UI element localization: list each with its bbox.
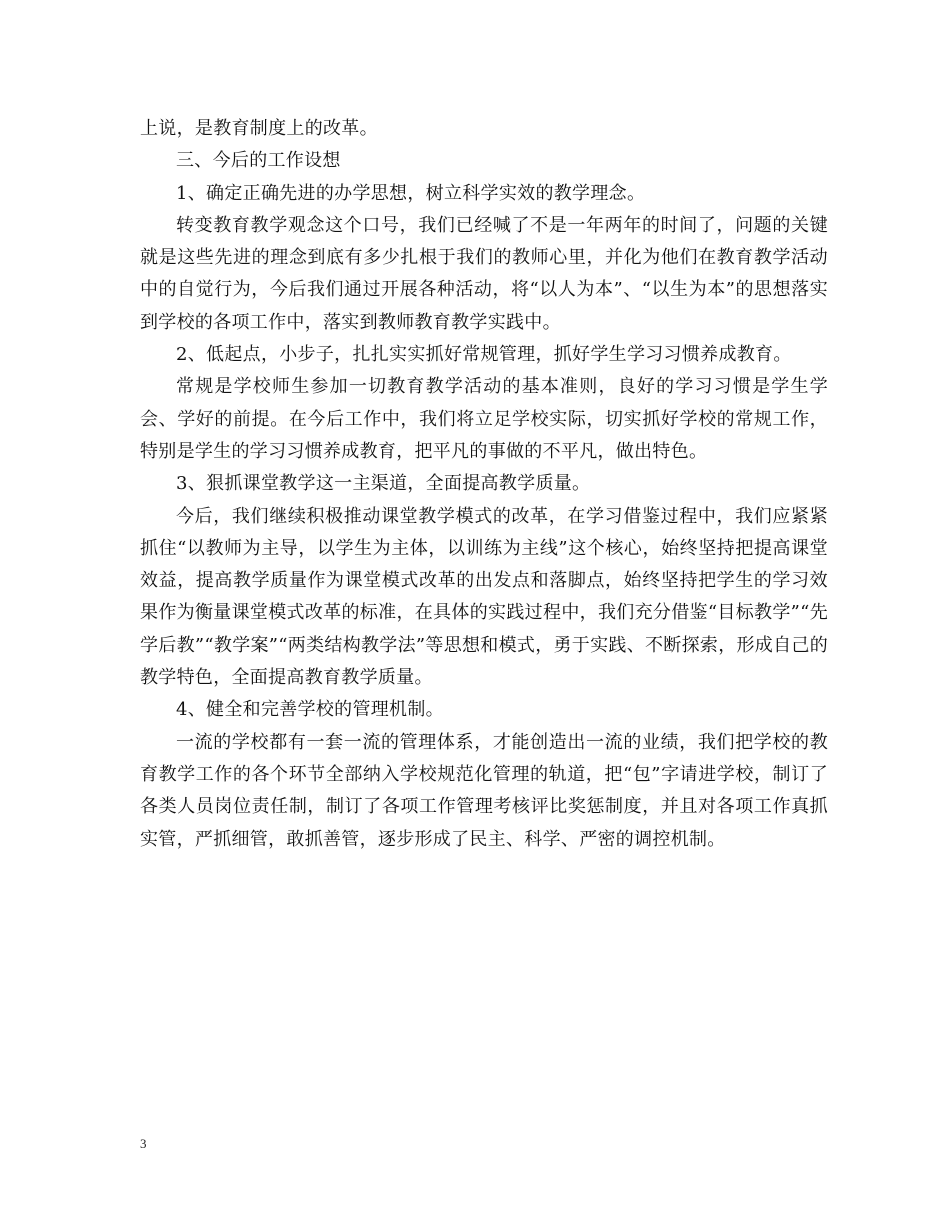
paragraph-1: 转变教育教学观念这个口号，我们已经喊了不是一年两年的时间了，问题的关键就是这些先进的理念到底有多少扎根于我们的教师心里，并化为他们在教育教学活动中的自觉行为，今后我们通过开展各种活动，将“以人为本”、“以生为本”的思想落实到学校的各项工作中，落实到教师教育教学实践中。 <box>140 214 828 333</box>
subheading-2: 2、低起点，小步子，扎扎实实抓好常规管理，抓好学生学习习惯养成教育。 <box>176 344 792 366</box>
subheading-4: 4、健全和完善学校的管理机制。 <box>176 699 444 721</box>
subheading-1: 1、确定正确先进的办学思想，树立科学实效的教学理念。 <box>176 182 646 204</box>
paragraph-2: 常规是学校师生参加一切教育教学活动的基本准则，良好的学习习惯是学生学会、学好的前提。在今后工作中，我们将立足学校实际，切实抓好学校的常规工作，特别是学生的学习习惯养成教育，把平凡的事做的不平凡，做出特色。 <box>140 376 828 462</box>
section-heading-future-plans: 三、今后的工作设想 <box>176 150 341 172</box>
paragraph-4: 一流的学校都有一套一流的管理体系，才能创造出一流的业绩，我们把学校的教育教学工作的各个环节全部纳入学校规范化管理的轨道，把“包”字请进学校，制订了各类人员岗位责任制，制订了各项工作管理考核评比奖惩制度，并且对各项工作真抓实管，严抓细管，敢抓善管，逐步形成了民主、科学、严密的调控机制。 <box>140 731 828 850</box>
document-body <box>140 113 828 856</box>
subheading-3: 3、狠抓课堂教学这一主渠道，全面提高教学质量。 <box>176 473 591 495</box>
paragraph-continuation: 上说，是教育制度上的改革。 <box>140 118 378 139</box>
paragraph-3: 今后，我们继续积极推动课堂教学模式的改革，在学习借鉴过程中，我们应紧紧抓住“以教师为主导，以学生为主体，以训练为主线”这个核心，始终坚持把提高课堂效益，提高教学质量作为课堂模式改革的出发点和落脚点，始终坚持把学生的学习效果作为衡量课堂模式改革的标准，在具体的实践过程中，我们充分借鉴“目标教学”“先学后教”“教学案”“两类结构教学法”等思想和模式，勇于实践、不断探索，形成自己的教学特色，全面提高教育教学质量。 <box>140 505 829 689</box>
page-number: 3 <box>140 1136 147 1151</box>
